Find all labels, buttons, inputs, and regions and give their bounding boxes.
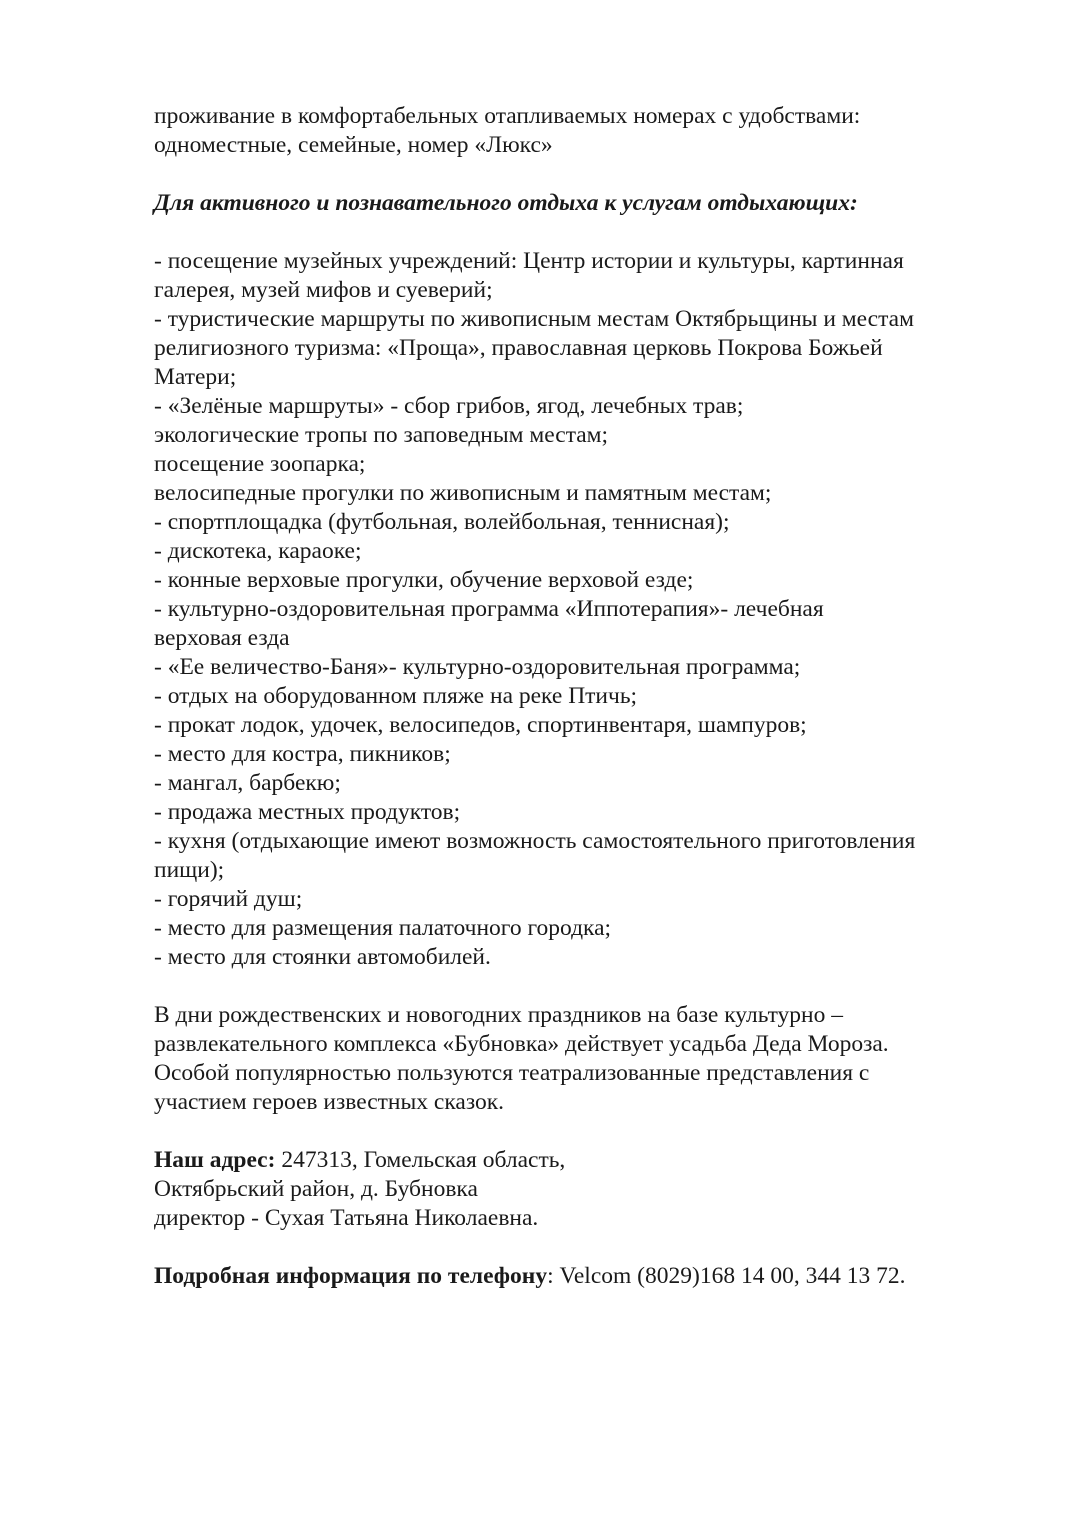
address-value: 247313, Гомельская область, xyxy=(275,1147,566,1173)
address-line xyxy=(154,1146,1004,1175)
list-item: - туристические маршруты по живописным местам Октябрьщины и местам xyxy=(154,306,914,332)
list-item: экологические тропы по заповедным местам; xyxy=(154,422,609,448)
list-item: - дискотека, караоке; xyxy=(154,538,362,564)
list-item: - место для размещения палаточного городка; xyxy=(154,915,612,941)
list-item: посещение зоопарка; xyxy=(154,451,366,477)
holidays-line: В дни рождественских и новогодних праздников на базе культурно – xyxy=(154,1002,843,1028)
spacer xyxy=(154,1233,1004,1262)
list-item: - место для стоянки автомобилей. xyxy=(154,944,491,970)
director-line: директор - Сухая Татьяна Николаевна. xyxy=(154,1205,539,1231)
address-label: Наш адрес: xyxy=(154,1147,276,1173)
holidays-line: участием героев известных сказок. xyxy=(154,1089,505,1115)
list-item: верховая езда xyxy=(154,625,290,651)
list-item: - место для костра, пикников; xyxy=(154,741,451,767)
contact-phone: : Velcom (8029)168 14 00, 344 13 72. xyxy=(547,1263,906,1289)
list-item: религиозного туризма: «Проща», православная церковь Покрова Божьей xyxy=(154,335,883,361)
list-item: - «Ее величество-Баня»- культурно-оздоровительная программа; xyxy=(154,654,801,680)
list-item: - культурно-оздоровительная программа «Иппотерапия»- лечебная xyxy=(154,596,824,622)
list-item: Матери; xyxy=(154,364,237,390)
spacer xyxy=(154,972,1004,1001)
intro-line: проживание в комфортабельных отапливаемых номерах с удобствами: xyxy=(154,103,861,129)
list-item: - кухня (отдыхающие имеют возможность самостоятельного приготовления xyxy=(154,828,916,854)
list-item: велосипедные прогулки по живописным и памятным местам; xyxy=(154,480,772,506)
intro-line: одноместные, семейные, номер «Люкс» xyxy=(154,132,553,158)
list-item: - горячий душ; xyxy=(154,886,303,912)
spacer xyxy=(154,1117,1004,1146)
list-item: пищи); xyxy=(154,857,225,883)
spacer xyxy=(154,218,1004,247)
spacer xyxy=(154,160,1004,189)
holidays-paragraph xyxy=(154,1001,1004,1117)
address-line-2: Октябрьский район, д. Бубновка xyxy=(154,1176,478,1202)
list-item: - отдых на оборудованном пляже на реке Птичь; xyxy=(154,683,638,709)
services-list xyxy=(154,247,1004,972)
services-heading: Для активного и познавательного отдыха к услугам отдыхающих: xyxy=(154,190,858,216)
list-item: галерея, музей мифов и суеверий; xyxy=(154,277,493,303)
contact-block xyxy=(154,1262,1004,1291)
list-item: - посещение музейных учреждений: Центр истории и культуры, картинная xyxy=(154,248,904,274)
list-item: - спортплощадка (футбольная, волейбольная, теннисная); xyxy=(154,509,730,535)
list-item: - мангал, барбекю; xyxy=(154,770,341,796)
holidays-line: Особой популярностью пользуются театрализованные представления с xyxy=(154,1060,870,1086)
holidays-line: развлекательного комплекса «Бубновка» действует усадьба Деда Мороза. xyxy=(154,1031,889,1057)
list-item: - продажа местных продуктов; xyxy=(154,799,461,825)
list-item: - прокат лодок, удочек, велосипедов, спортинвентаря, шампуров; xyxy=(154,712,807,738)
list-item: - «Зелёные маршруты» - сбор грибов, ягод, лечебных трав; xyxy=(154,393,744,419)
contact-label: Подробная информация по телефону xyxy=(154,1263,548,1289)
intro-paragraph xyxy=(154,102,1004,160)
document-content xyxy=(154,102,1004,1291)
address-block xyxy=(154,1146,1004,1233)
list-item: - конные верховые прогулки, обучение верховой езде; xyxy=(154,567,694,593)
contact-line xyxy=(154,1262,1004,1291)
